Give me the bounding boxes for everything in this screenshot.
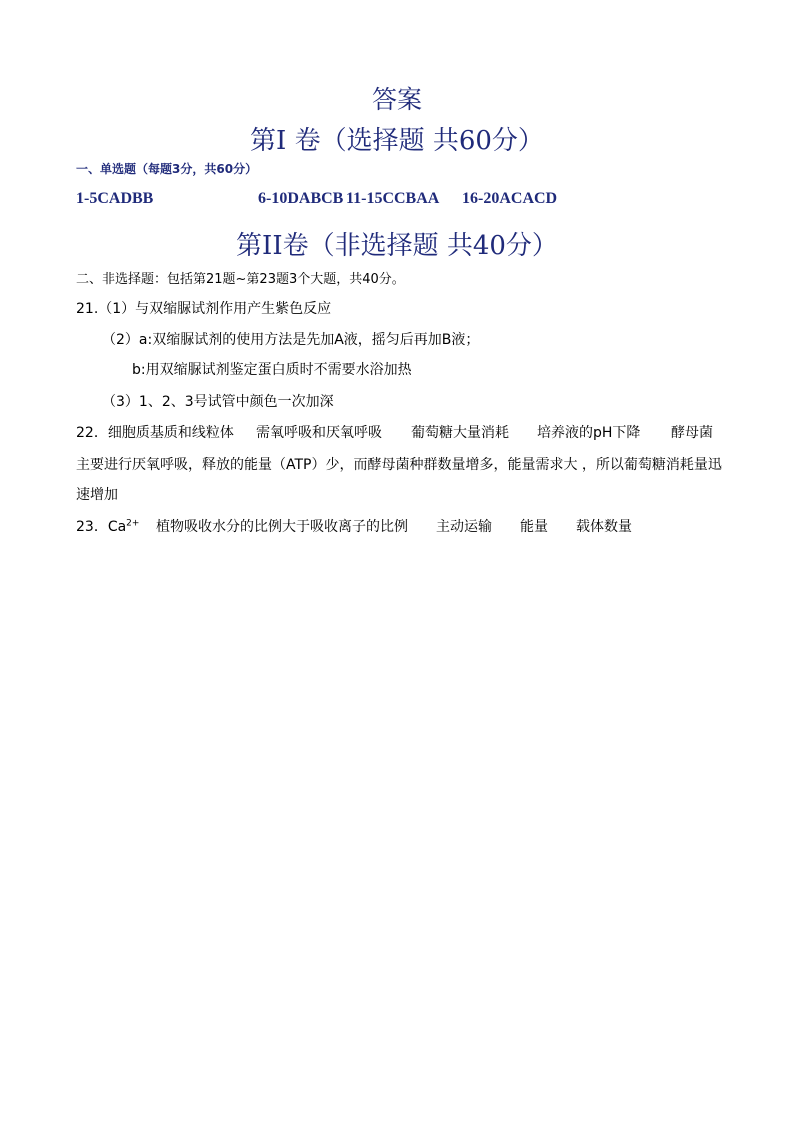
section-label-text: 一、单选题 — [76, 162, 137, 176]
q23-item: 能量 — [520, 519, 548, 535]
part1-section-label — [76, 160, 257, 177]
q23-line — [76, 516, 632, 536]
answer-group: 6-10DABCB — [258, 190, 344, 207]
answer-group: 16-20ACACD — [462, 190, 558, 207]
part2-section-label: 二、非选择题：包括第21题~第23题3个大题，共40分。 — [76, 272, 405, 287]
q22-line3: 速增加 — [76, 487, 118, 503]
q21-line3: b:用双缩脲试剂鉴定蛋白质时不需要水浴加热 — [132, 362, 412, 378]
q23-item: 载体数量 — [576, 519, 632, 535]
q22-item: 22．细胞质基质和线粒体 — [76, 425, 234, 441]
q21-line1: 21.（1）与双缩脲试剂作用产生紫色反应 — [76, 301, 332, 317]
q23-number — [76, 516, 156, 536]
section-note: （每题3分，共60分） — [136, 162, 258, 176]
page-title: 答案 — [371, 85, 422, 114]
q23-item: 主动运输 — [436, 519, 492, 535]
q22-item: 葡萄糖大量消耗 — [411, 425, 509, 441]
q22-item: 培养液的pH下降 — [537, 425, 641, 441]
part2-heading: 第II卷（非选择题 共40分） — [236, 231, 558, 261]
answer-key — [76, 190, 557, 208]
q21-line4: （3）1、2、3号试管中颜色一次加深 — [102, 394, 334, 410]
q21-line2: （2）a:双缩脲试剂的使用方法是先加A液，摇匀后再加B液； — [102, 332, 480, 348]
q23-superscript: 2+ — [126, 518, 140, 529]
q22-line1 — [76, 422, 713, 442]
part1-heading: 第Ⅰ 卷（选择题 共60分） — [250, 126, 544, 156]
q23-item: 植物吸收水分的比例大于吸收离子的比例 — [156, 519, 408, 535]
q22-item: 需氧呼吸和厌氧呼吸 — [256, 425, 382, 441]
q22-item: 酵母菌 — [671, 425, 713, 441]
q22-line2: 主要进行厌氧呼吸，释放的能量（ATP）少，而酵母菌种群数量增多，能量需求大 ，所以葡萄糖消耗量迅 — [76, 457, 722, 473]
answer-group: 1-5CADBB — [76, 190, 154, 207]
answer-group: 11-15CCBAA — [346, 190, 440, 207]
q23-number-text: 23．Ca — [76, 519, 127, 535]
